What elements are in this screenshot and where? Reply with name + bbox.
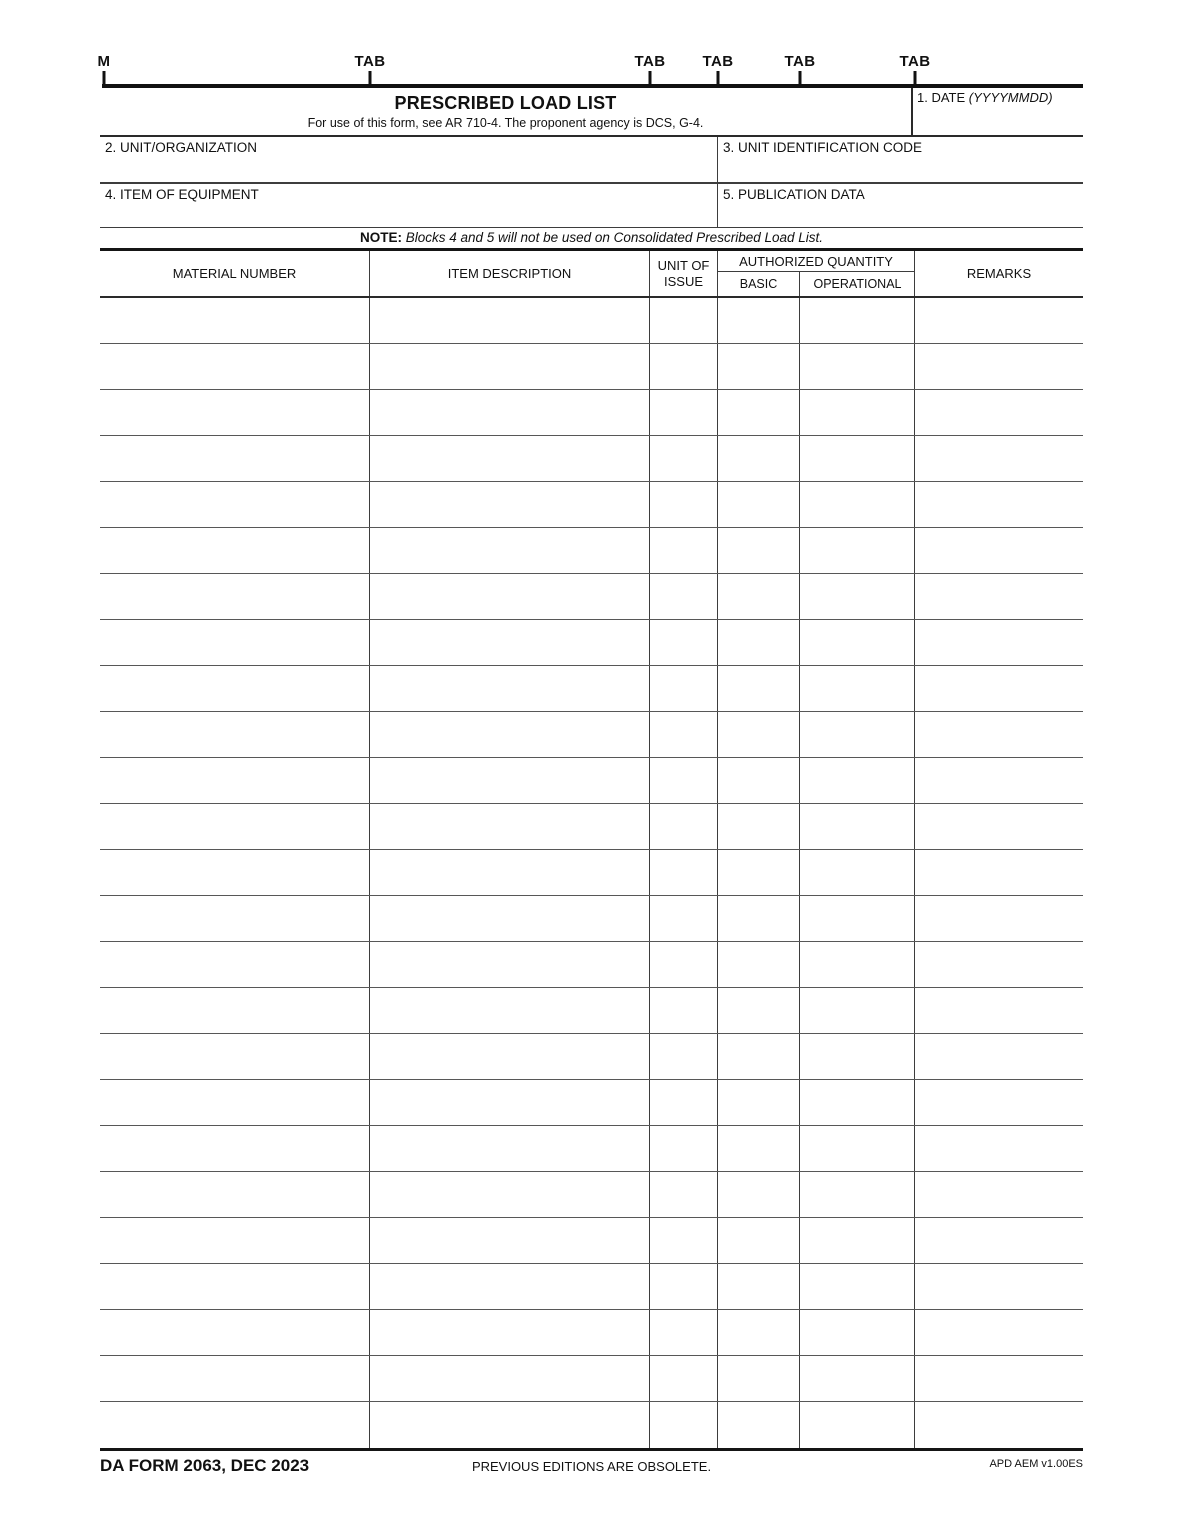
cell-material-number[interactable] (100, 620, 370, 665)
cell-unit-of-issue[interactable] (650, 712, 718, 757)
cell-unit-of-issue[interactable] (650, 1264, 718, 1309)
table-body (100, 298, 1083, 1451)
cell-remarks[interactable] (915, 1402, 1083, 1448)
cell-item-description[interactable] (370, 758, 650, 803)
cell-operational[interactable] (800, 942, 915, 987)
table-row (100, 1310, 1083, 1356)
cell-operational[interactable] (800, 344, 915, 389)
cell-material-number[interactable] (100, 1172, 370, 1217)
cell-remarks[interactable] (915, 942, 1083, 987)
cell-unit-of-issue[interactable] (650, 1080, 718, 1125)
cell-basic[interactable] (718, 896, 800, 941)
cell-material-number[interactable] (100, 758, 370, 803)
cell-operational[interactable] (800, 1402, 915, 1448)
table-row (100, 620, 1083, 666)
form-footer (100, 1456, 1083, 1480)
note-label: NOTE: (359, 230, 402, 245)
ruler-marker-label-tab: TAB (784, 53, 816, 70)
cell-operational[interactable] (800, 1126, 915, 1171)
cell-unit-of-issue[interactable] (650, 942, 718, 987)
cell-basic[interactable] (718, 1126, 800, 1171)
cell-unit-of-issue[interactable] (650, 666, 718, 711)
cell-operational[interactable] (800, 574, 915, 619)
authorized-quantity-subheaders (718, 272, 914, 296)
cell-remarks[interactable] (915, 1356, 1083, 1401)
cell-unit-of-issue[interactable] (650, 1218, 718, 1263)
ruler-marker-label-m: M (97, 53, 111, 70)
table-row (100, 528, 1083, 574)
form-title: PRESCRIBED LOAD LIST (394, 93, 617, 113)
cell-operational[interactable] (800, 666, 915, 711)
table-row (100, 344, 1083, 390)
cell-material-number[interactable] (100, 850, 370, 895)
cell-remarks[interactable] (915, 482, 1083, 527)
header-basic: BASIC (718, 272, 800, 296)
table-row (100, 804, 1083, 850)
cell-basic[interactable] (718, 1034, 800, 1079)
cell-item-description[interactable] (370, 1356, 650, 1401)
cell-item-description[interactable] (370, 298, 650, 343)
cell-unit-of-issue[interactable] (650, 528, 718, 573)
cell-remarks[interactable] (915, 436, 1083, 481)
cell-item-description[interactable] (370, 896, 650, 941)
table-row (100, 1034, 1083, 1080)
cell-item-description[interactable] (370, 1172, 650, 1217)
cell-operational[interactable] (800, 1264, 915, 1309)
title-block (100, 88, 1083, 137)
form-subtitle: For use of this form, see AR 710-4. The proponent agency is DCS, G-4. (307, 116, 704, 130)
cell-item-description[interactable] (370, 390, 650, 435)
table-row (100, 850, 1083, 896)
cell-remarks[interactable] (915, 712, 1083, 757)
cell-operational[interactable] (800, 758, 915, 803)
cell-basic[interactable] (718, 804, 800, 849)
cell-material-number[interactable] (100, 1080, 370, 1125)
cell-material-number[interactable] (100, 1310, 370, 1355)
cell-operational[interactable] (800, 712, 915, 757)
cell-basic[interactable] (718, 620, 800, 665)
table-row (100, 1264, 1083, 1310)
ruler-marker-label-tab: TAB (702, 53, 734, 70)
cell-material-number[interactable] (100, 1218, 370, 1263)
table-row (100, 1218, 1083, 1264)
cell-unit-of-issue[interactable] (650, 574, 718, 619)
cell-unit-of-issue[interactable] (650, 850, 718, 895)
table-row (100, 758, 1083, 804)
cell-basic[interactable] (718, 1402, 800, 1448)
table-row (100, 298, 1083, 344)
cell-basic[interactable] (718, 390, 800, 435)
table-row (100, 436, 1083, 482)
unit-identification-code-field[interactable] (718, 137, 1083, 182)
cell-material-number[interactable] (100, 574, 370, 619)
table-row (100, 988, 1083, 1034)
form-number: DA FORM 2063, DEC 2023 (100, 1456, 310, 1475)
cell-unit-of-issue[interactable] (650, 758, 718, 803)
ruler-marker-label-tab: TAB (899, 53, 931, 70)
cell-remarks[interactable] (915, 1218, 1083, 1263)
cell-operational[interactable] (800, 298, 915, 343)
cell-remarks[interactable] (915, 1264, 1083, 1309)
cell-unit-of-issue[interactable] (650, 298, 718, 343)
ruler-marker-label-tab: TAB (354, 53, 386, 70)
ruler-tick (717, 71, 720, 84)
block-row-4-5 (100, 184, 1083, 227)
cell-remarks[interactable] (915, 620, 1083, 665)
cell-material-number[interactable] (100, 988, 370, 1033)
cell-remarks[interactable] (915, 666, 1083, 711)
cell-unit-of-issue[interactable] (650, 1172, 718, 1217)
ruler-tick (369, 71, 372, 84)
cell-operational[interactable] (800, 988, 915, 1033)
cell-item-description[interactable] (370, 1034, 650, 1079)
unit-identification-code-label: 3. UNIT IDENTIFICATION CODE (723, 140, 923, 155)
table-row (100, 1172, 1083, 1218)
ruler-tick (649, 71, 652, 84)
header-unit-of-issue: UNIT OF ISSUE (650, 251, 718, 296)
cell-remarks[interactable] (915, 298, 1083, 343)
cell-item-description[interactable] (370, 1080, 650, 1125)
cell-operational[interactable] (800, 1218, 915, 1263)
cell-basic[interactable] (718, 298, 800, 343)
version-stamp: APD AEM v1.00ES (989, 1458, 1083, 1470)
cell-operational[interactable] (800, 850, 915, 895)
cell-item-description[interactable] (370, 1126, 650, 1171)
cell-material-number[interactable] (100, 1034, 370, 1079)
cell-operational[interactable] (800, 390, 915, 435)
table-row (100, 482, 1083, 528)
cell-unit-of-issue[interactable] (650, 436, 718, 481)
form-body (97, 0, 1083, 1480)
cell-material-number[interactable] (100, 1264, 370, 1309)
cell-remarks[interactable] (915, 1310, 1083, 1355)
note-text: Blocks 4 and 5 will not be used on Consolidated Prescribed Load List. (405, 230, 824, 245)
cell-basic[interactable] (718, 1172, 800, 1217)
cell-remarks[interactable] (915, 344, 1083, 389)
cell-remarks[interactable] (915, 758, 1083, 803)
unit-organization-label: 2. UNIT/ORGANIZATION (105, 140, 258, 155)
ruler-tick (914, 71, 917, 84)
table-row (100, 942, 1083, 988)
cell-material-number[interactable] (100, 1402, 370, 1448)
cell-material-number[interactable] (100, 344, 370, 389)
cell-operational[interactable] (800, 1034, 915, 1079)
cell-operational[interactable] (800, 482, 915, 527)
table-row (100, 712, 1083, 758)
date-field[interactable] (911, 88, 1083, 135)
table-row (100, 390, 1083, 436)
cell-material-number[interactable] (100, 1356, 370, 1401)
table-row (100, 1402, 1083, 1448)
cell-remarks[interactable] (915, 574, 1083, 619)
cell-remarks[interactable] (915, 804, 1083, 849)
cell-material-number[interactable] (100, 942, 370, 987)
cell-material-number[interactable] (100, 298, 370, 343)
cell-unit-of-issue[interactable] (650, 1034, 718, 1079)
cell-item-description[interactable] (370, 344, 650, 389)
cell-unit-of-issue[interactable] (650, 344, 718, 389)
cell-basic[interactable] (718, 666, 800, 711)
cell-remarks[interactable] (915, 1034, 1083, 1079)
cell-unit-of-issue[interactable] (650, 390, 718, 435)
cell-item-description[interactable] (370, 1218, 650, 1263)
header-material-number: MATERIAL NUMBER (100, 251, 370, 296)
cell-item-description[interactable] (370, 620, 650, 665)
cell-item-description[interactable] (370, 1310, 650, 1355)
cell-unit-of-issue[interactable] (650, 1126, 718, 1171)
cell-basic[interactable] (718, 1356, 800, 1401)
cell-basic[interactable] (718, 988, 800, 1033)
cell-basic[interactable] (718, 758, 800, 803)
cell-item-description[interactable] (370, 942, 650, 987)
block-row-2-3 (100, 137, 1083, 184)
cell-unit-of-issue[interactable] (650, 896, 718, 941)
item-of-equipment-field[interactable] (100, 184, 718, 227)
table-row (100, 896, 1083, 942)
cell-material-number[interactable] (100, 712, 370, 757)
cell-unit-of-issue[interactable] (650, 1356, 718, 1401)
cell-remarks[interactable] (915, 1172, 1083, 1217)
cell-item-description[interactable] (370, 804, 650, 849)
cell-unit-of-issue[interactable] (650, 1402, 718, 1448)
cell-material-number[interactable] (100, 666, 370, 711)
cell-item-description[interactable] (370, 666, 650, 711)
cell-operational[interactable] (800, 620, 915, 665)
table-row (100, 1080, 1083, 1126)
cell-unit-of-issue[interactable] (650, 804, 718, 849)
table-row (100, 666, 1083, 712)
cell-basic[interactable] (718, 942, 800, 987)
cell-basic[interactable] (718, 850, 800, 895)
header-authorized-quantity: AUTHORIZED QUANTITY (718, 251, 914, 272)
cell-basic[interactable] (718, 712, 800, 757)
cell-basic[interactable] (718, 1080, 800, 1125)
cell-operational[interactable] (800, 1080, 915, 1125)
cell-item-description[interactable] (370, 850, 650, 895)
cell-unit-of-issue[interactable] (650, 988, 718, 1033)
cell-item-description[interactable] (370, 988, 650, 1033)
cell-basic[interactable] (718, 574, 800, 619)
cell-material-number[interactable] (100, 390, 370, 435)
cell-material-number[interactable] (100, 896, 370, 941)
cell-basic[interactable] (718, 436, 800, 481)
table-header (100, 251, 1083, 298)
cell-basic[interactable] (718, 1310, 800, 1355)
ruler-marker-label-tab: TAB (634, 53, 666, 70)
cell-unit-of-issue[interactable] (650, 620, 718, 665)
cell-material-number[interactable] (100, 1126, 370, 1171)
header-remarks: REMARKS (966, 265, 1032, 281)
cell-basic[interactable] (718, 482, 800, 527)
cell-remarks[interactable] (915, 850, 1083, 895)
cell-operational[interactable] (800, 1172, 915, 1217)
date-label: 1. DATE (917, 90, 966, 105)
cell-unit-of-issue[interactable] (650, 482, 718, 527)
cell-item-description[interactable] (370, 436, 650, 481)
ruler-tick (103, 71, 106, 84)
cell-basic[interactable] (718, 528, 800, 573)
cell-basic[interactable] (718, 344, 800, 389)
header-item-description: ITEM DESCRIPTION (370, 251, 650, 296)
cell-operational[interactable] (800, 1310, 915, 1355)
table-row (100, 1126, 1083, 1172)
cell-unit-of-issue[interactable] (650, 1310, 718, 1355)
cell-basic[interactable] (718, 1218, 800, 1263)
cell-remarks[interactable] (915, 1080, 1083, 1125)
cell-item-description[interactable] (370, 712, 650, 757)
item-of-equipment-label: 4. ITEM OF EQUIPMENT (105, 187, 259, 202)
header-authorized-quantity-group (718, 251, 915, 296)
table-row (100, 574, 1083, 620)
cell-operational[interactable] (800, 436, 915, 481)
tab-ruler (97, 0, 1083, 88)
title-cell (100, 88, 911, 135)
ruler-line (102, 84, 1083, 88)
cell-remarks[interactable] (915, 988, 1083, 1033)
publication-data-label: 5. PUBLICATION DATA (723, 187, 865, 202)
cell-item-description[interactable] (370, 1264, 650, 1309)
cell-item-description[interactable] (370, 1402, 650, 1448)
cell-remarks[interactable] (915, 896, 1083, 941)
note-bar (100, 227, 1083, 251)
cell-operational[interactable] (800, 896, 915, 941)
cell-material-number[interactable] (100, 804, 370, 849)
cell-basic[interactable] (718, 1264, 800, 1309)
cell-operational[interactable] (800, 1356, 915, 1401)
cell-remarks[interactable] (915, 390, 1083, 435)
unit-organization-field[interactable] (100, 137, 718, 182)
obsolete-notice: PREVIOUS EDITIONS ARE OBSOLETE. (471, 1459, 712, 1474)
cell-item-description[interactable] (370, 528, 650, 573)
cell-item-description[interactable] (370, 482, 650, 527)
cell-item-description[interactable] (370, 574, 650, 619)
header-operational: OPERATIONAL (813, 277, 902, 291)
cell-operational[interactable] (800, 804, 915, 849)
cell-material-number[interactable] (100, 528, 370, 573)
cell-remarks[interactable] (915, 1126, 1083, 1171)
cell-material-number[interactable] (100, 436, 370, 481)
cell-remarks[interactable] (915, 528, 1083, 573)
date-format-hint: (YYYYMMDD) (968, 90, 1053, 105)
publication-data-field[interactable] (718, 184, 1083, 227)
ruler-tick (799, 71, 802, 84)
table-row (100, 1356, 1083, 1402)
cell-operational[interactable] (800, 528, 915, 573)
cell-material-number[interactable] (100, 482, 370, 527)
